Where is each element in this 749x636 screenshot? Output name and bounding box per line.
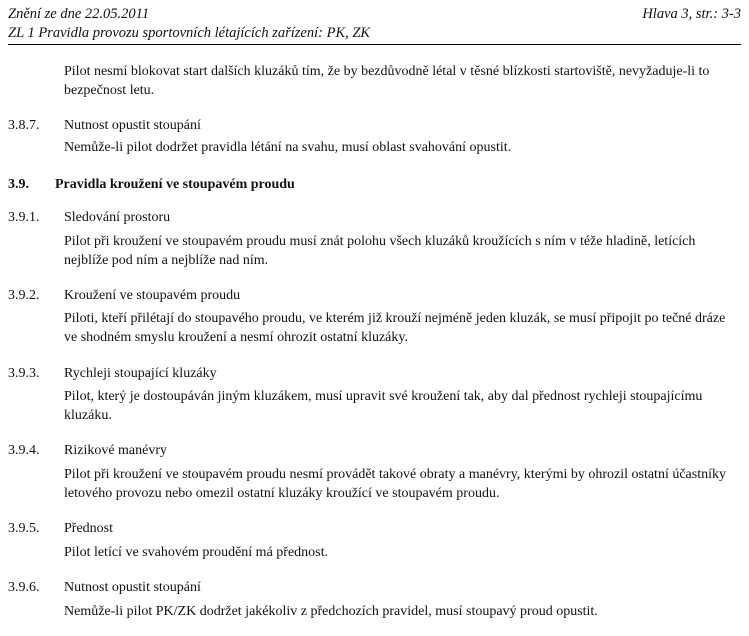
section-3-9-1-title: Sledování prostoru <box>64 210 171 225</box>
section-3-9-6-title: Nutnost opustit stoupání <box>64 580 201 595</box>
section-3-8-7-number: 3.8.7. <box>8 118 40 133</box>
section-3-9-4-title: Rizikové manévry <box>64 443 168 458</box>
intro-paragraph: Pilot nesmí blokovat start dalších kluzáků tím, že by bezdůvodně létal v těsné blízkosti startoviště, nevyžaduje-li to bezpečnost letu. <box>64 64 710 98</box>
section-3-9-6-number: 3.9.6. <box>8 580 40 595</box>
page-header-line1 <box>8 5 741 23</box>
section-3-9-4-number: 3.9.4. <box>8 443 40 458</box>
section-3-8-7-text: Nemůže-li pilot dodržet pravidla létání na svahu, musí oblast svahování opustit. <box>64 140 512 155</box>
header-divider <box>8 44 741 45</box>
section-3-9-1-text: Pilot při kroužení ve stoupavém proudu musí znát polohu všech kluzáků kroužících s ním v téže hladině, letících nejblíže pod ním a nejblíže nad ním. <box>64 234 696 268</box>
section-3-9-2-title: Kroužení ve stoupavém proudu <box>64 288 241 303</box>
section-3-9-3-number: 3.9.3. <box>8 366 40 381</box>
section-3-9-6-text: Nemůže-li pilot PK/ZK dodržet jakékoliv z předchozích pravidel, musí stoupavý proud opustit. <box>64 604 598 619</box>
section-3-9-2-text: Piloti, kteří přilétají do stoupavého proudu, ve kterém již krouží nejméně jeden kluzák, se musí připojit po tečné dráze ve shodném smyslu kroužení a nesmí ohrozit ostatní kluzáky. <box>64 311 726 345</box>
section-3-9-3-text: Pilot, který je dostoupáván jiným kluzákem, musí upravit své kroužení tak, aby dal přednost rychleji stoupajícímu kluzáku. <box>64 389 703 423</box>
document-title: ZL 1 Pravidla provozu sportovních létajících zařízení: PK, ZK <box>8 25 371 41</box>
page-reference: Hlava 3, str.: 3-3 <box>642 6 741 22</box>
page-header-line2 <box>8 24 741 42</box>
revision-date: Znění ze dne 22.05.2011 <box>8 6 150 22</box>
section-3-9-2-number: 3.9.2. <box>8 288 40 303</box>
section-3-9-5-text: Pilot letící ve svahovém proudění má přednost. <box>64 545 329 560</box>
section-3-9-title: Pravidla kroužení ve stoupavém proudu <box>55 177 295 192</box>
section-3-8-7-title: Nutnost opustit stoupání <box>64 118 201 133</box>
section-3-9-3-title: Rychleji stoupající kluzáky <box>64 366 217 381</box>
section-3-9-number: 3.9. <box>8 177 29 192</box>
section-3-9-4-text: Pilot při kroužení ve stoupavém proudu nesmí provádět takové obraty a manévry, kterými by ohrozil ostatní účastníky letového provozu nebo omezil ostatní kluzáky kroužící ve stoupavém proudu. <box>64 467 726 501</box>
section-3-9-5-number: 3.9.5. <box>8 521 40 536</box>
section-3-9-1-number: 3.9.1. <box>8 210 40 225</box>
section-3-9-5-title: Přednost <box>64 521 113 536</box>
